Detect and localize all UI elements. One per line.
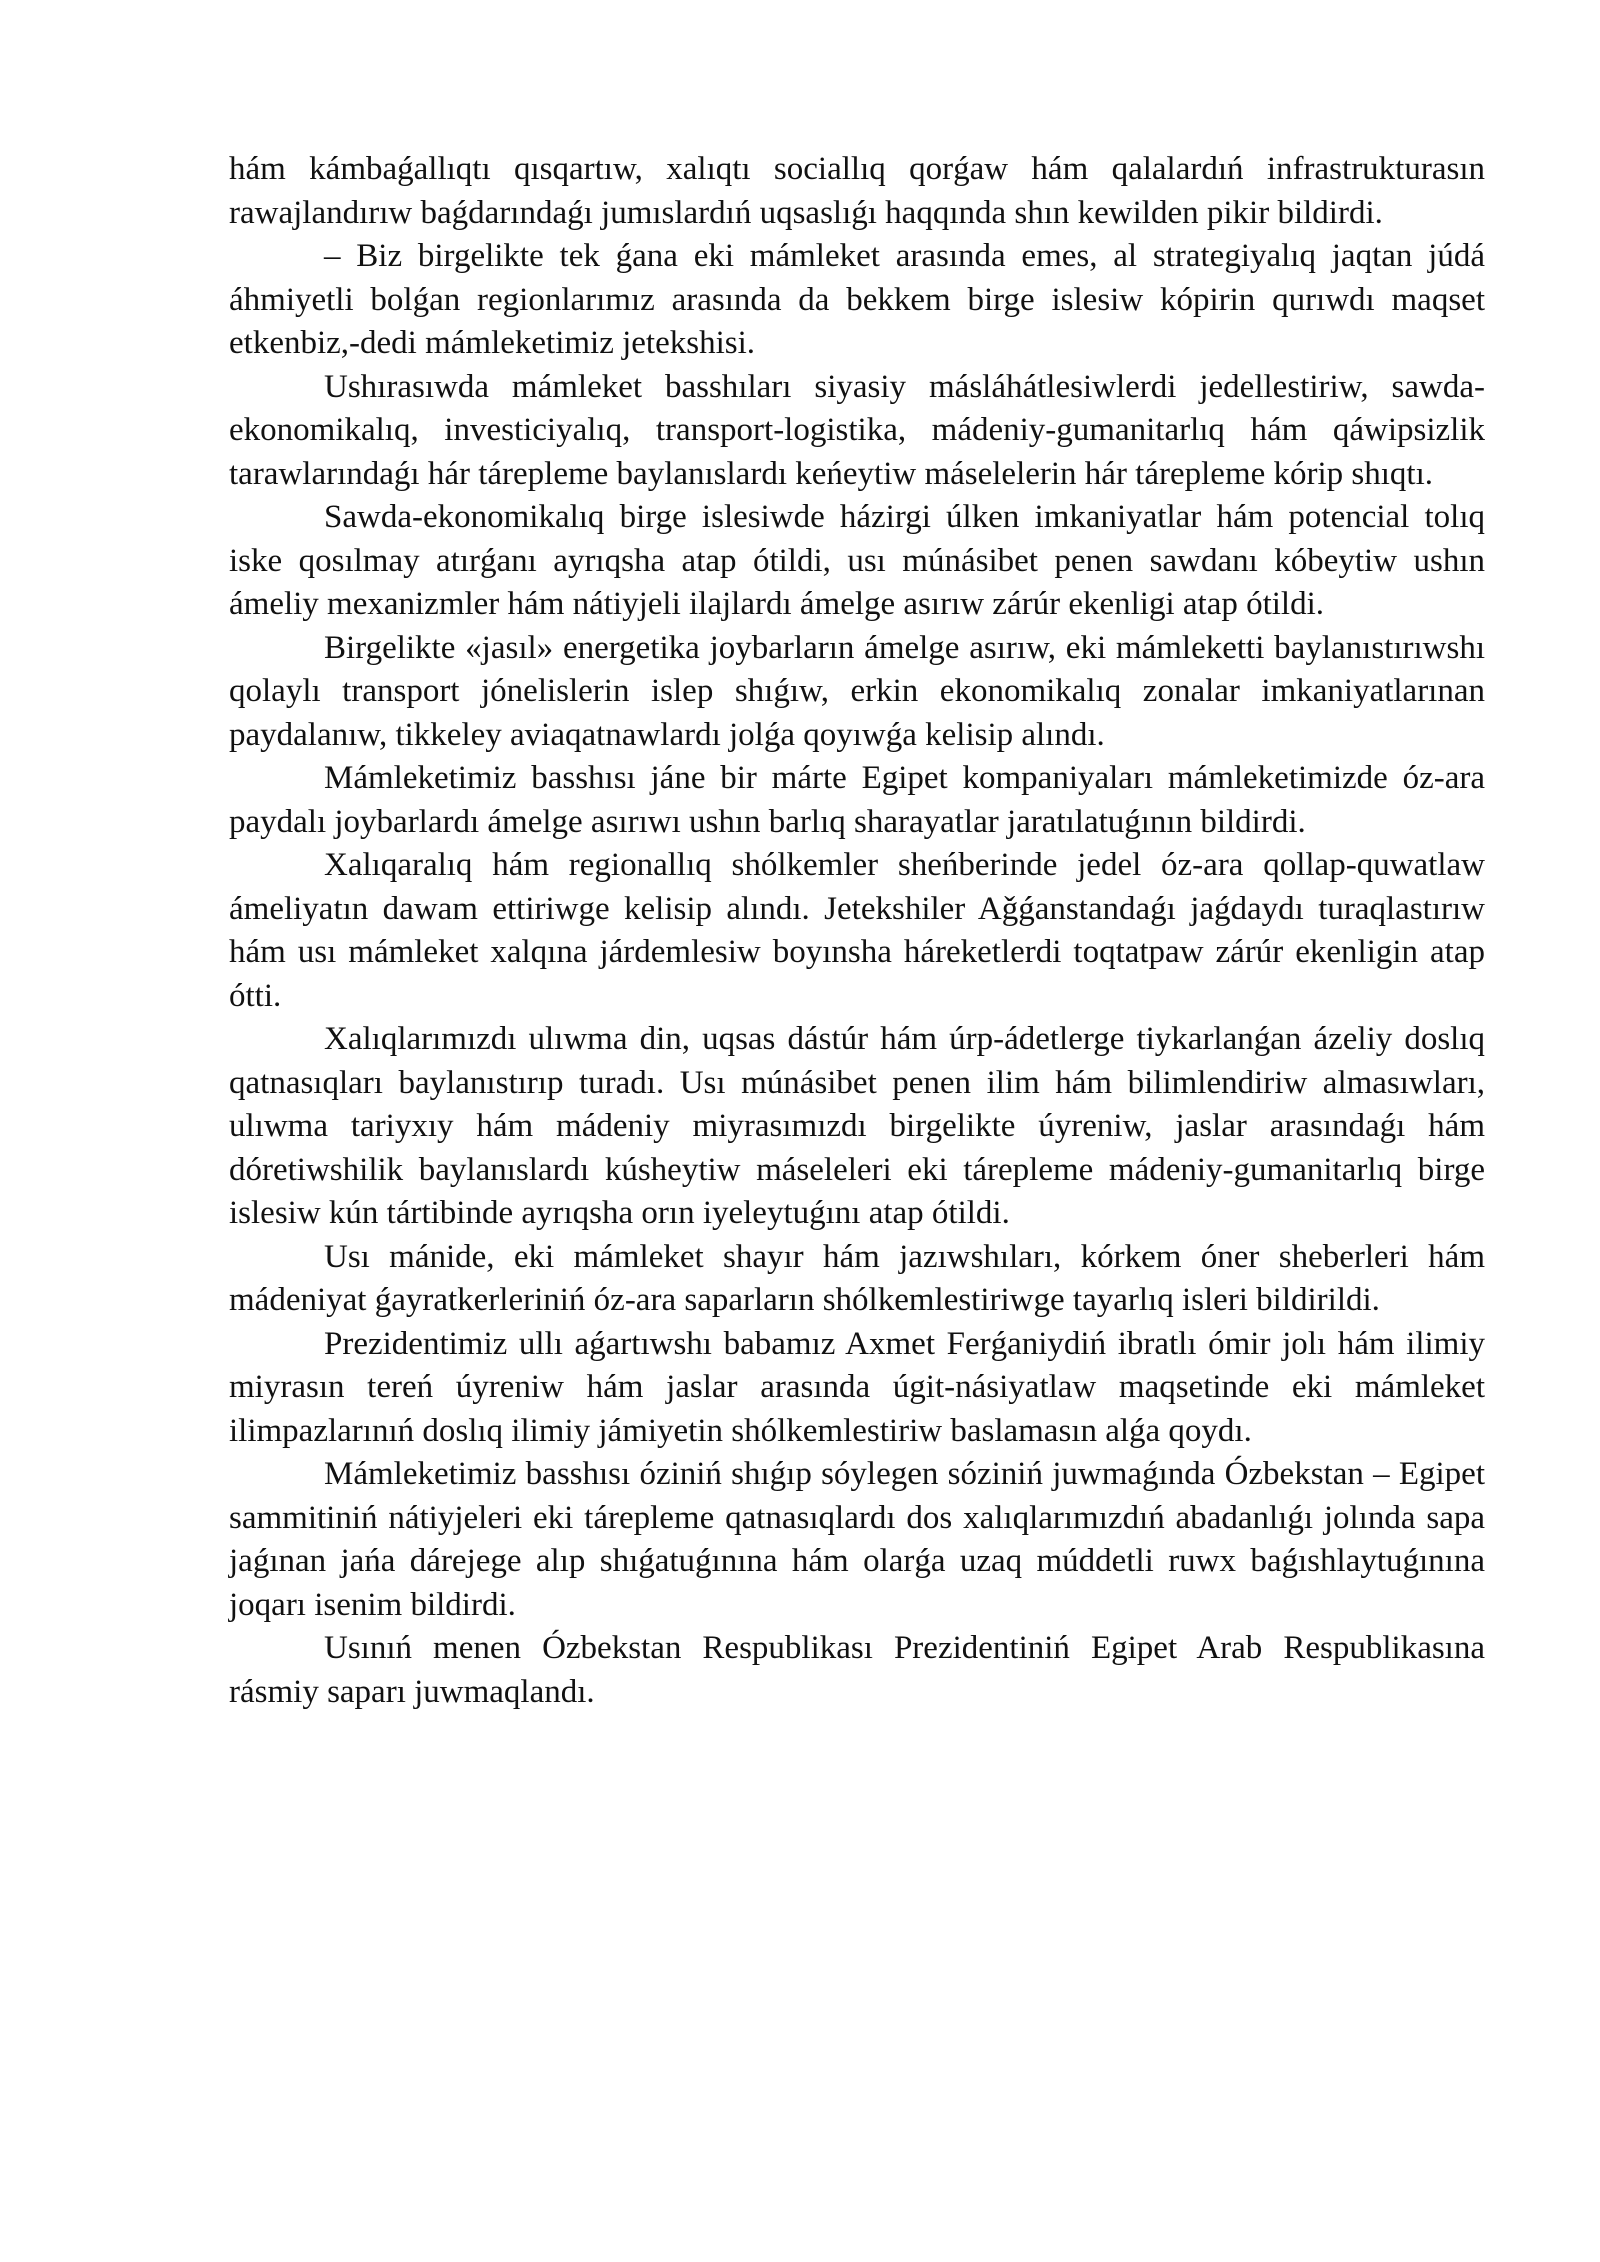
paragraph-3: Ushırasıwda mámleket basshıları siyasiy másláhátlesiwlerdi jedellestiriw, sawda-ekonomikalıq, investiciyalıq, transport-logistika, mádeniy-gumanitarlıq hám qáwipsizlik tarawlarındaǵı hár tárepleme baylanıslardı keńeytiw máselelerin hár tárepleme kórip shıqtı. [229,368,1485,492]
paragraph-2: – Biz birgelikte tek ǵana eki mámleket arasında emes, al strategiyalıq jaqtan júdá áhmiyetli bolǵan regionlarımız arasında da bekkem birge islesiw kópirin qurıwdı maqset etkenbiz,-dedi mámleketimiz jetekshisi. [229,238,1485,361]
paragraph-7: Xalıqaralıq hám regionallıq shólkemler sheńberinde jedel óz-ara qollap-quwatlaw ámeliyatın dawam ettiriwge kelisip alındı. Jetekshiler Aǧǵanstandaǵı jaǵdaydı turaqlastırıw hám usı mámleket xalqına járdemlesiw boyınsha háreketlerdi toqtatpaw zárúr ekenligin atap ótti. [229,847,1485,1014]
paragraph-10: Prezidentimiz ullı aǵartıwshı babamız Axmet Ferǵaniydiń ibratlı ómir jolı hám ilimiy miyrasın tereń úyreniw hám jaslar arasında úgit-násiyatlaw maqsetinde eki mámleket ilimpazlarınıń doslıq ilimiy jámiyetin shólkemlestiriw baslamasın alǵa qoydı. [229,1325,1485,1449]
paragraph-1: hám kámbaǵallıqtı qısqartıw, xalıqtı sociallıq qorǵaw hám qalalardıń infrastrukturasın rawajlandırıw baǵdarındaǵı jumıslardıń uqsaslıǵı haqqında shın kewilden pikir bildirdi. [229,151,1485,231]
paragraph-4: Sawda-ekonomikalıq birge islesiwde házirgi úlken imkaniyatlar hám potencial tolıq iske qosılmay atırǵanı ayrıqsha atap ótildi, usı múnásibet penen sawdanı kóbeytiw ushın ámeliy mexanizmler hám nátiyjeli ilajlardı ámelge asırıw zárúr ekenligi atap ótildi. [229,499,1485,622]
paragraph-12: Usınıń menen Ózbekstan Respublikası Prezidentiniń Egipet Arab Respublikasına rásmiy saparı juwmaqlandı. [229,1630,1485,1710]
paragraph-11: Mámleketimiz basshısı óziniń shıǵıp sóylegen sóziniń juwmaǵında Ózbekstan – Egipet sammitiniń nátiyjeleri eki tárepleme qatnasıqlardı dos xalıqlarımızdıń abadanlıǵı jolında sapa jaǵınan jańa dárejege alıp shıǵatuǵınına hám olarǵa uzaq múddetli ruwx baǵıshlaytuǵınına joqarı isenim bildirdi. [229,1456,1485,1623]
document-page [229,148,1485,1714]
paragraph-5: Birgelikte «jasıl» energetika joybarların ámelge asırıw, eki mámleketti baylanıstırıwshı qolaylı transport jónelislerin islep shıǵıw, erkin ekonomikalıq zonalar imkaniyatlarınan paydalanıw, tikkeley aviaqatnawlardı jolǵa qoyıwǵa kelisip alındı. [229,629,1485,753]
paragraph-8: Xalıqlarımızdı ulıwma din, uqsas dástúr hám úrp-ádetlerge tiykarlanǵan ázeliy doslıq qatnasıqları baylanıstırıp turadı. Usı múnásibet penen ilim hám bilimlendiriw almasıwları, ulıwma tariyxıy hám mádeniy miyrasımızdı birgelikte úyreniw, jaslar arasındaǵı hám dóretiwshilik baylanıslardı kúsheytiw máseleleri eki tárepleme mádeniy-gumanitarlıq birge islesiw kún tártibinde ayrıqsha orın iyeleytuǵını atap ótildi. [229,1021,1485,1231]
paragraph-9: Usı mánide, eki mámleket shayır hám jazıwshıları, kórkem óner sheberleri hám mádeniyat ǵayratkerleriniń óz-ara saparların shólkemlestiriwge tayarlıq isleri bildirildi. [229,1238,1485,1318]
paragraph-6: Mámleketimiz basshısı jáne bir márte Egipet kompaniyaları mámleketimizde óz-ara paydalı joybarlardı ámelge asırıwı ushın barlıq sharayatlar jaratılatuǵının bildirdi. [229,760,1485,840]
